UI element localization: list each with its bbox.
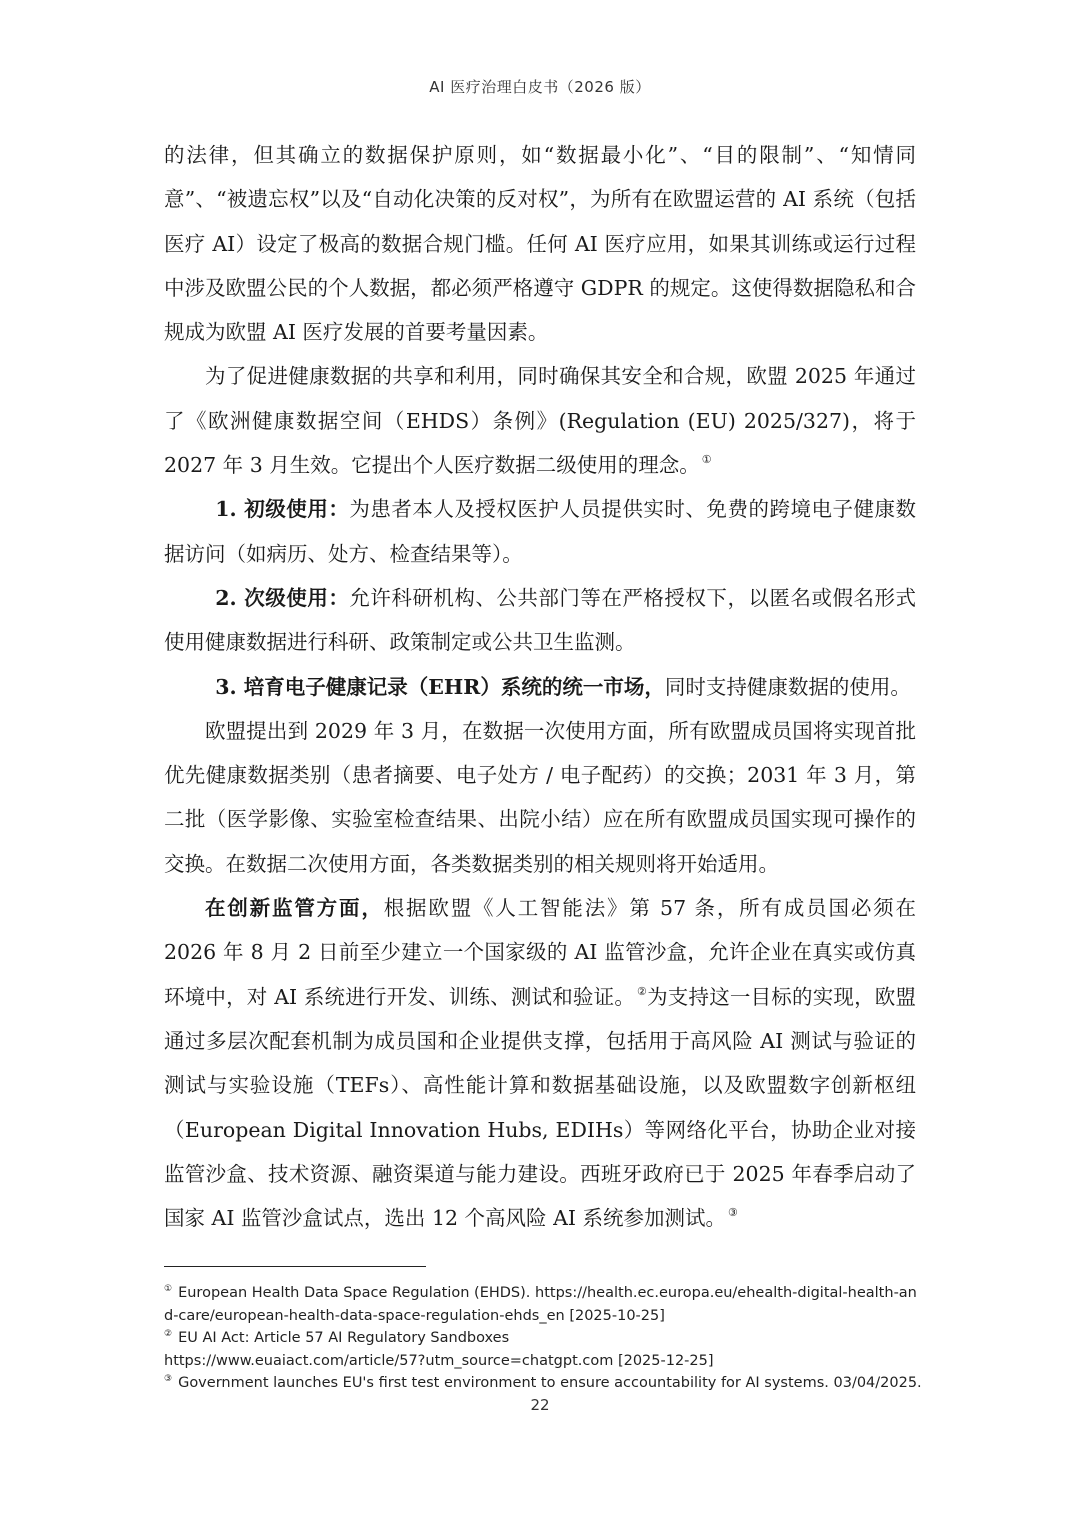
footnote-2-url xyxy=(164,1350,924,1373)
paragraph-ehds xyxy=(164,354,916,487)
paragraph-sandbox-lead: 在创新监管方面， xyxy=(205,896,384,921)
paragraph-ehds-text: 为了促进健康数据的共享和利用，同时确保其安全和合规，欧盟 2025 年通过了《欧洲健康数据空间（EHDS）条例》(Regulation (EU) 2025/327)，将于 2027 年 3 月生效。它提出个人医疗数据二级使用的理念。 xyxy=(164,364,916,478)
footnote-3-text: Government launches EU's first test environment to ensure accountability for AI systems. 03/04/2025. xyxy=(178,1375,922,1391)
paragraph-gdpr xyxy=(164,133,916,354)
body-text xyxy=(164,133,916,1240)
list-item-primary-use xyxy=(164,487,916,576)
footnote-ref-3[interactable]: ③ xyxy=(728,1206,738,1220)
footnote-2-text: EU AI Act: Article 57 AI Regulatory Sandboxes xyxy=(178,1330,510,1346)
footnote-1 xyxy=(164,1282,924,1327)
list-item-primary-use-label: 1. 初级使用： xyxy=(215,497,350,522)
page-header-title: AI 医疗治理白皮书（2026 版） xyxy=(429,78,651,96)
footnote-2 xyxy=(164,1327,924,1350)
paragraph-gdpr-text: 的法律，但其确立的数据保护原则，如“数据最小化”、“目的限制”、“知情同意”、“被遗忘权”以及“自动化决策的反对权”，为所有在欧盟运营的 AI 系统（包括医疗 AI）设定了极高的数据合规门槛。任何 AI 医疗应用，如果其训练或运行过程中涉及欧盟公民的个人数据，都必须严格遵守 GDPR 的规定。这使得数据隐私和合规成为欧盟 AI 医疗发展的首要考量因素。 xyxy=(164,143,916,345)
list-item-secondary-use-label: 2. 次级使用： xyxy=(215,585,350,610)
footnote-divider xyxy=(164,1266,426,1267)
footnote-1-text[interactable]: European Health Data Space Regulation (EHDS). https://health.ec.europa.eu/ehealth-digital-health-and-care/european-health-data-space-regulation-ehds_en [2025-10-25] xyxy=(164,1285,917,1324)
footnote-2-mark: ② xyxy=(164,1329,173,1339)
footnotes xyxy=(164,1282,924,1395)
paragraph-sandbox xyxy=(164,886,916,1240)
list-item-secondary-use-text: 允许科研机构、公共部门等在严格授权下，以匿名或假名形式使用健康数据进行科研、政策制定或公共卫生监测。 xyxy=(164,585,916,655)
footnote-3-mark: ③ xyxy=(164,1374,173,1384)
footnote-2-link[interactable]: https://www.euaiact.com/article/57?utm_source=chatgpt.com [2025-12-25] xyxy=(164,1352,714,1369)
paragraph-sandbox-text-a: 根据欧盟《人工智能法》第 57 条，所有成员国必须在 2026 年 8 月 2 日前至少建立一个国家级的 AI 监管沙盒，允许企业在真实或仿真环境中，对 AI 系统进行开发、训练、测试和验证。 xyxy=(164,896,917,1009)
list-item-primary-use-text: 为患者本人及授权医护人员提供实时、免费的跨境电子健康数据访问（如病历、处方、检查结果等）。 xyxy=(164,497,916,566)
footnote-3 xyxy=(164,1372,924,1395)
paragraph-timeline-text: 欧盟提出到 2029 年 3 月，在数据一次使用方面，所有欧盟成员国将实现首批优先健康数据类别（患者摘要、电子处方 / 电子配药）的交换；2031 年 3 月，第二批（医学影像、实验室检查结果、出院小结）应在所有欧盟成员国实现可操作的交换。在数据二次使用方面，各类数据类别的相关规则将开始适用。 xyxy=(164,718,916,876)
footnote-1-mark: ① xyxy=(164,1284,173,1294)
page-number: 22 xyxy=(530,1396,550,1414)
footnote-ref-2[interactable]: ② xyxy=(637,984,648,998)
list-item-ehr-market xyxy=(164,665,916,709)
paragraph-timeline xyxy=(164,709,916,886)
list-item-secondary-use xyxy=(164,576,916,665)
list-item-ehr-market-text: 同时支持健康数据的使用。 xyxy=(664,674,911,699)
paragraph-sandbox-text-b: 为支持这一目标的实现，欧盟通过多层次配套机制为成员国和企业提供支撑，包括用于高风险 AI 测试与验证的测试与实验设施（TEFs）、高性能计算和数据基础设施，以及欧盟数字创新枢纽（European Digital Innovation Hubs, EDIHs）等网络化平台，协助企业对接监管沙盒、技术资源、融资渠道与能力建设。西班牙政府已于 2025 年春季启动了国家 AI 监管沙盒试点，选出 12 个高风险 AI 系统参加测试。 xyxy=(164,984,916,1231)
list-item-ehr-market-label: 3. 培育电子健康记录（EHR）系统的统一市场， xyxy=(215,674,665,699)
footnote-ref-1[interactable]: ① xyxy=(701,453,712,467)
